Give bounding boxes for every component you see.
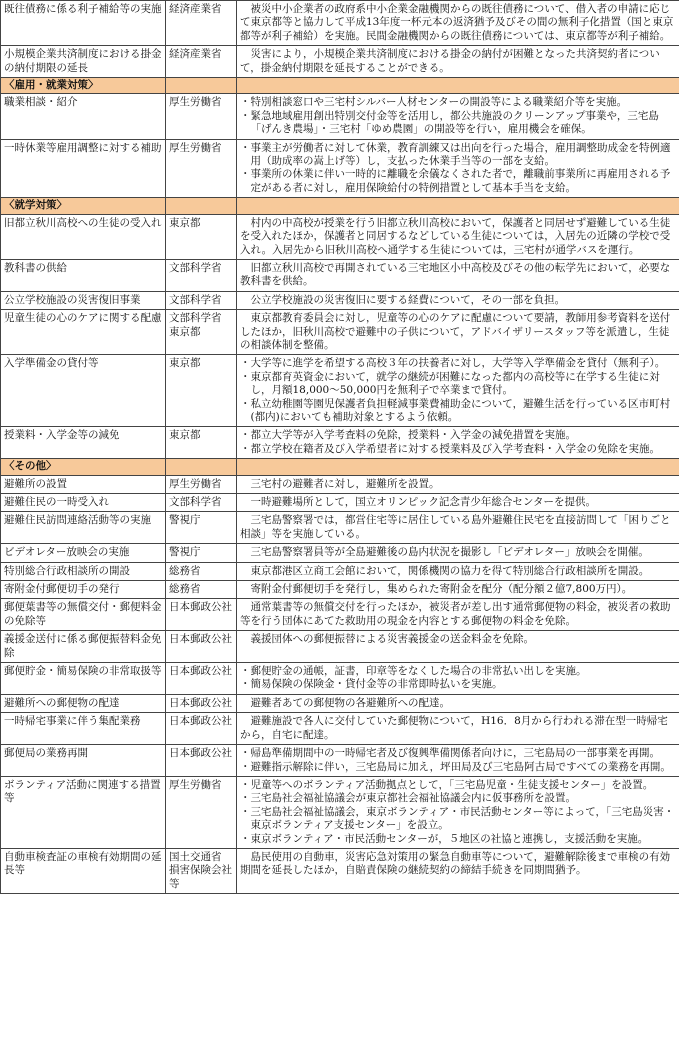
measure-name-cell: 公立学校施設の災害復旧事業 xyxy=(1,291,166,309)
ministry-name: 東京都 xyxy=(169,325,201,338)
section-filler-cell xyxy=(237,78,679,94)
section-title: 〈就学対策〉 xyxy=(1,198,166,214)
description-text: 通常葉書等の無償交付を行ったほか，被災者が差し出す通常郵便物の料金，被災者の救助等を行う団体にあてた救助用の現金を内容とする郵便物の料金を免除。 xyxy=(240,601,671,627)
ministry-cell xyxy=(166,581,237,599)
description-cell xyxy=(237,848,679,893)
ministry-name: 東京都 xyxy=(169,357,201,370)
table-row xyxy=(1,512,679,544)
table-row xyxy=(1,713,679,745)
measure-name-cell: 児童生徒の心のケアに関する配慮 xyxy=(1,310,166,355)
measure-name-cell: 避難所の設置 xyxy=(1,475,166,493)
description-cell xyxy=(237,599,679,631)
table-row xyxy=(1,631,679,663)
measure-name-cell: 避難住民訪問連絡活動等の実施 xyxy=(1,512,166,544)
description-text: 旧都立秋川高校で再開されている三宅地区小中高校及びその他の転学先において，必要な教科書を供給。 xyxy=(240,261,671,288)
ministry-cell xyxy=(166,139,237,198)
description-text: 災害により，小規模企業共済制度における掛金の納付が困難となった共済契約者について，掛金納付期限を延長することができる。 xyxy=(240,48,660,74)
ministry-cell xyxy=(166,694,237,712)
measure-name-cell: 特別総合行政相談所の開設 xyxy=(1,562,166,580)
measure-name-cell: 郵便葉書等の無償交付・郵便料金の免除等 xyxy=(1,599,166,631)
description-text: 避難者あての郵便物の各避難所への配達。 xyxy=(250,696,450,709)
description-bullet: ・私立幼稚園等園児保護者負担軽減事業費補助金について，避難生活を行っている区市町村(都内)においても補助対象とするよう依頼。 xyxy=(240,397,671,423)
ministry-cell xyxy=(166,776,237,848)
measure-name-cell: 既往債務に係る利子補給等の実施 xyxy=(1,1,166,46)
ministry-name: 警視庁 xyxy=(169,546,201,559)
ministry-cell xyxy=(166,663,237,695)
measure-name-cell: 寄附金付郵便切手の発行 xyxy=(1,581,166,599)
measure-name-cell: 郵便貯金・簡易保険の非常取扱等 xyxy=(1,663,166,695)
section-filler-cell xyxy=(237,459,679,475)
section-header-row xyxy=(1,198,679,214)
description-text: 東京都教育委員会に対し，児童等の心のケアに配慮について要請，教師用参考資料を送付したほか，旧秋川高校で避難中の子供について，アドバイザリースタッフ等を派遣し，生徒の相談体制を整備。 xyxy=(240,312,671,351)
ministry-name: 文部科学省 xyxy=(169,293,222,306)
description-cell xyxy=(237,562,679,580)
description-text: 一時避難場所として，国立オリンピック記念青少年総合センターを提供。 xyxy=(250,496,596,508)
section-filler-cell xyxy=(237,198,679,214)
description-cell xyxy=(237,581,679,599)
description-bullet: ・簡易保険の保険金・貸付金等の非常即時払いを実施。 xyxy=(240,678,503,691)
ministry-cell xyxy=(166,599,237,631)
description-cell xyxy=(237,46,679,78)
description-bullet: ・帰島準備期間中の一時帰宅者及び復興準備関係者向けに，三宅島局の一部事業を再開。 xyxy=(240,747,660,760)
table-row xyxy=(1,599,679,631)
description-bullet: ・都立大学等が入学考査料の免除，授業料・入学金の減免措置を実施。 xyxy=(240,429,576,442)
measures-table-body xyxy=(1,1,679,894)
section-header-row xyxy=(1,459,679,475)
description-text: 村内の中高校が授業を行う旧都立秋川高校において，保護者と同居せず避難している生徒を受入れたほか，保護者と同居するなどしている生徒については，入居先の近隣の学校で受入れ。入居先から旧秋川高校へ通学する生徒については，三宅村が通学バスを運行。 xyxy=(240,216,671,256)
measure-name-cell: 一時休業等雇用調整に対する補助 xyxy=(1,139,166,198)
ministry-name: 日本郵政公社 xyxy=(169,601,232,614)
description-bullet: ・事業主が労働者に対して休業，教育訓練又は出向を行った場合，雇用調整助成金を特例適用（助成率の嵩上げ等）し，支払った休業手当等の一部を支給。 xyxy=(240,141,671,168)
description-cell xyxy=(237,1,679,46)
section-filler-cell xyxy=(166,459,237,475)
description-text: 公立学校施設の災害復旧に要する経費について，その一部を負担。 xyxy=(250,293,566,306)
ministry-cell xyxy=(166,1,237,46)
description-cell xyxy=(237,494,679,512)
measure-name-cell: 郵便局の業務再開 xyxy=(1,745,166,777)
ministry-cell xyxy=(166,544,237,562)
table-row xyxy=(1,355,679,427)
table-row xyxy=(1,544,679,562)
description-cell xyxy=(237,713,679,745)
description-text: 寄附金付郵便切手を発行し，集められた寄附金を配分（配分額２億7,800万円）。 xyxy=(250,583,633,596)
description-bullet: ・児童等へのボランティア活動拠点として，「三宅島児童・生徒支援センター」を設置。 xyxy=(240,778,654,791)
description-cell xyxy=(237,631,679,663)
table-row xyxy=(1,776,679,848)
section-title: 〈雇用・就業対策〉 xyxy=(1,78,166,94)
description-cell xyxy=(237,139,679,198)
ministry-cell xyxy=(166,214,237,259)
ministry-name: 日本郵政公社 xyxy=(169,665,232,678)
measure-name-cell: 自動車検査証の車検有効期間の延長等 xyxy=(1,848,166,893)
ministry-name: 東京都 xyxy=(169,216,201,229)
section-header-row xyxy=(1,78,679,94)
ministry-cell xyxy=(166,427,237,459)
description-text: 島民使用の自動車，災害応急対策用の緊急自動車等について，避難解除後まで車検の有効期間を延長したほか，自賠責保険の継続契約の締結手続きを同期間猶予。 xyxy=(240,850,671,877)
ministry-cell xyxy=(166,745,237,777)
ministry-cell xyxy=(166,562,237,580)
ministry-cell xyxy=(166,494,237,512)
ministry-name: 総務省 xyxy=(169,564,201,577)
ministry-cell xyxy=(166,259,237,291)
description-cell xyxy=(237,94,679,139)
table-row xyxy=(1,291,679,309)
table-row xyxy=(1,581,679,599)
measure-name-cell: 一時帰宅事業に伴う集配業務 xyxy=(1,713,166,745)
ministry-cell xyxy=(166,355,237,427)
description-bullet: ・郵便貯金の通帳，証書，印章等をなくした場合の非常払い出しを実施。 xyxy=(240,665,587,678)
table-row xyxy=(1,94,679,139)
ministry-name: 文部科学省 xyxy=(169,312,222,325)
description-bullet: ・東京都育英資金において，就学の継続が困難になった都内の高校等に在学する生徒に対し，月額18,000～50,000円を無利子で卒業まで貸付。 xyxy=(240,370,660,397)
description-cell xyxy=(237,427,679,459)
measure-name-cell: 職業相談・紹介 xyxy=(1,94,166,139)
ministry-name: 厚生労働省 xyxy=(169,96,222,109)
description-cell xyxy=(237,355,679,427)
table-row xyxy=(1,139,679,198)
description-cell xyxy=(237,544,679,562)
description-text: 三宅島警察署員等が全島避難後の島内状況を撮影し「ビデオレター」放映会を開催。 xyxy=(250,546,649,559)
description-cell xyxy=(237,291,679,309)
description-bullet: ・事業所の休業に伴い一時的に離職を余儀なくされた者で，離職前事業所に再雇用される予定がある者に対し，雇用保険給付の特例措置として基本手当を支給。 xyxy=(240,168,671,194)
ministry-cell xyxy=(166,291,237,309)
ministry-name: 厚生労働省 xyxy=(169,141,222,154)
ministry-name: 日本郵政公社 xyxy=(169,633,232,646)
table-row xyxy=(1,46,679,78)
table-row xyxy=(1,694,679,712)
ministry-cell xyxy=(166,713,237,745)
ministry-cell xyxy=(166,475,237,493)
description-cell xyxy=(237,663,679,695)
ministry-cell xyxy=(166,46,237,78)
measure-name-cell: ビデオレター放映会の実施 xyxy=(1,544,166,562)
table-row xyxy=(1,475,679,493)
description-cell xyxy=(237,776,679,848)
section-title: 〈その他〉 xyxy=(1,459,166,475)
description-text: 被災中小企業者の政府系中小企業金融機関からの既往債務について、借入者の申請に応じて東京都等と協力して平成13年度一杯元本の返済猶予及びその間の無利子化措置（国と東京都等が利子補給）を実施。民間金融機関からの既往債務については、東京都等が利子補給。 xyxy=(240,3,674,42)
description-cell xyxy=(237,259,679,291)
ministry-name: 経済産業省 xyxy=(169,48,222,61)
section-filler-cell xyxy=(166,198,237,214)
measure-name-cell: ボランティア活動に関連する措置等 xyxy=(1,776,166,848)
measure-name-cell: 小規模企業共済制度における掛金の納付期限の延長 xyxy=(1,46,166,78)
ministry-name: 日本郵政公社 xyxy=(169,715,232,728)
description-bullet: ・避難指示解除に伴い，三宅島局に加え，坪田局及び三宅島阿古局ですべての業務を再開。 xyxy=(240,760,671,773)
description-bullet: ・三宅島社会福祉協議会が東京都社会福祉協議会内に仮事務所を設置。 xyxy=(240,792,576,805)
description-bullet: ・東京ボランティア・市民活動センターが，５地区の社協と連携し，支援活動を実施。 xyxy=(240,832,649,845)
ministry-name: 厚生労働省 xyxy=(169,778,222,791)
ministry-cell xyxy=(166,94,237,139)
description-cell xyxy=(237,512,679,544)
description-bullet: ・大学等に進学を希望する高校３年の扶養者に対し，大学等入学準備金を貸付（無利子）。 xyxy=(240,357,666,370)
ministry-name: 総務省 xyxy=(169,583,201,596)
ministry-name: 日本郵政公社 xyxy=(169,696,232,709)
description-text: 三宅村の避難者に対し，避難所を設置。 xyxy=(250,477,440,490)
measure-name-cell: 義援金送付に係る郵便振替料金免除 xyxy=(1,631,166,663)
ministry-name: 厚生労働省 xyxy=(169,477,222,490)
table-row xyxy=(1,214,679,259)
ministry-name: 文部科学省 xyxy=(169,496,222,508)
ministry-name: 損害保険会社等 xyxy=(169,864,232,890)
description-bullet: ・三宅島社会福祉協議会，東京ボランティア・市民活動センター等によって，「三宅島災害・東京ボランティア支援センター」を設立。 xyxy=(240,805,675,832)
table-row xyxy=(1,848,679,893)
table-row xyxy=(1,562,679,580)
ministry-name: 東京都 xyxy=(169,429,201,442)
table-row xyxy=(1,427,679,459)
table-row xyxy=(1,310,679,355)
description-bullet: ・緊急地域雇用創出特別交付金等を活用し，都公共施設のクリーンアップ事業や，三宅島「げんき農場」・三宅村「ゆめ農園」の開設等を行い，雇用機会を確保。 xyxy=(240,109,659,136)
description-cell xyxy=(237,475,679,493)
measure-name-cell: 旧都立秋川高校への生徒の受入れ xyxy=(1,214,166,259)
description-text: 東京都港区立商工会館において，関係機関の協力を得て特別総合行政相談所を開設。 xyxy=(250,564,650,577)
description-bullet: ・特別相談窓口や三宅村シルバー人材センターの開設等による職業紹介等を実施。 xyxy=(240,96,628,109)
description-text: 三宅島警察署では，都営住宅等に居住している島外避難住民宅を直接訪問して「困りごと相談」等を実施している。 xyxy=(240,514,671,540)
description-cell xyxy=(237,694,679,712)
table-row xyxy=(1,663,679,695)
table-row xyxy=(1,494,679,512)
description-cell xyxy=(237,745,679,777)
measure-name-cell: 避難住民の一時受入れ xyxy=(1,494,166,512)
ministry-cell xyxy=(166,848,237,893)
ministry-cell xyxy=(166,310,237,355)
ministry-name: 警視庁 xyxy=(169,514,201,527)
table-row xyxy=(1,1,679,46)
description-text: 避難施設で各人に交付していた郵便物について，H16．8月から行われる滞在型一時帰宅から，自宅に配達。 xyxy=(240,715,668,741)
ministry-cell xyxy=(166,512,237,544)
description-cell xyxy=(237,214,679,259)
ministry-cell xyxy=(166,631,237,663)
ministry-name: 経済産業省 xyxy=(169,3,222,15)
measure-name-cell: 避難所への郵便物の配達 xyxy=(1,694,166,712)
measure-name-cell: 教科書の供給 xyxy=(1,259,166,291)
description-bullet: ・都立学校在籍者及び入学希望者に対する授業料及び入学考査料・入学金の免除を実施。 xyxy=(240,442,660,455)
ministry-name: 文部科学省 xyxy=(169,261,222,274)
ministry-name: 国土交通省 xyxy=(169,850,222,863)
description-text: 義援団体への郵便振替による災害義援金の送金料金を免除。 xyxy=(250,633,534,646)
table-row xyxy=(1,745,679,777)
section-filler-cell xyxy=(166,78,237,94)
table-row xyxy=(1,259,679,291)
measure-name-cell: 入学準備金の貸付等 xyxy=(1,355,166,427)
ministry-name: 日本郵政公社 xyxy=(169,747,232,760)
measure-name-cell: 授業料・入学金等の減免 xyxy=(1,427,166,459)
description-cell xyxy=(237,310,679,355)
